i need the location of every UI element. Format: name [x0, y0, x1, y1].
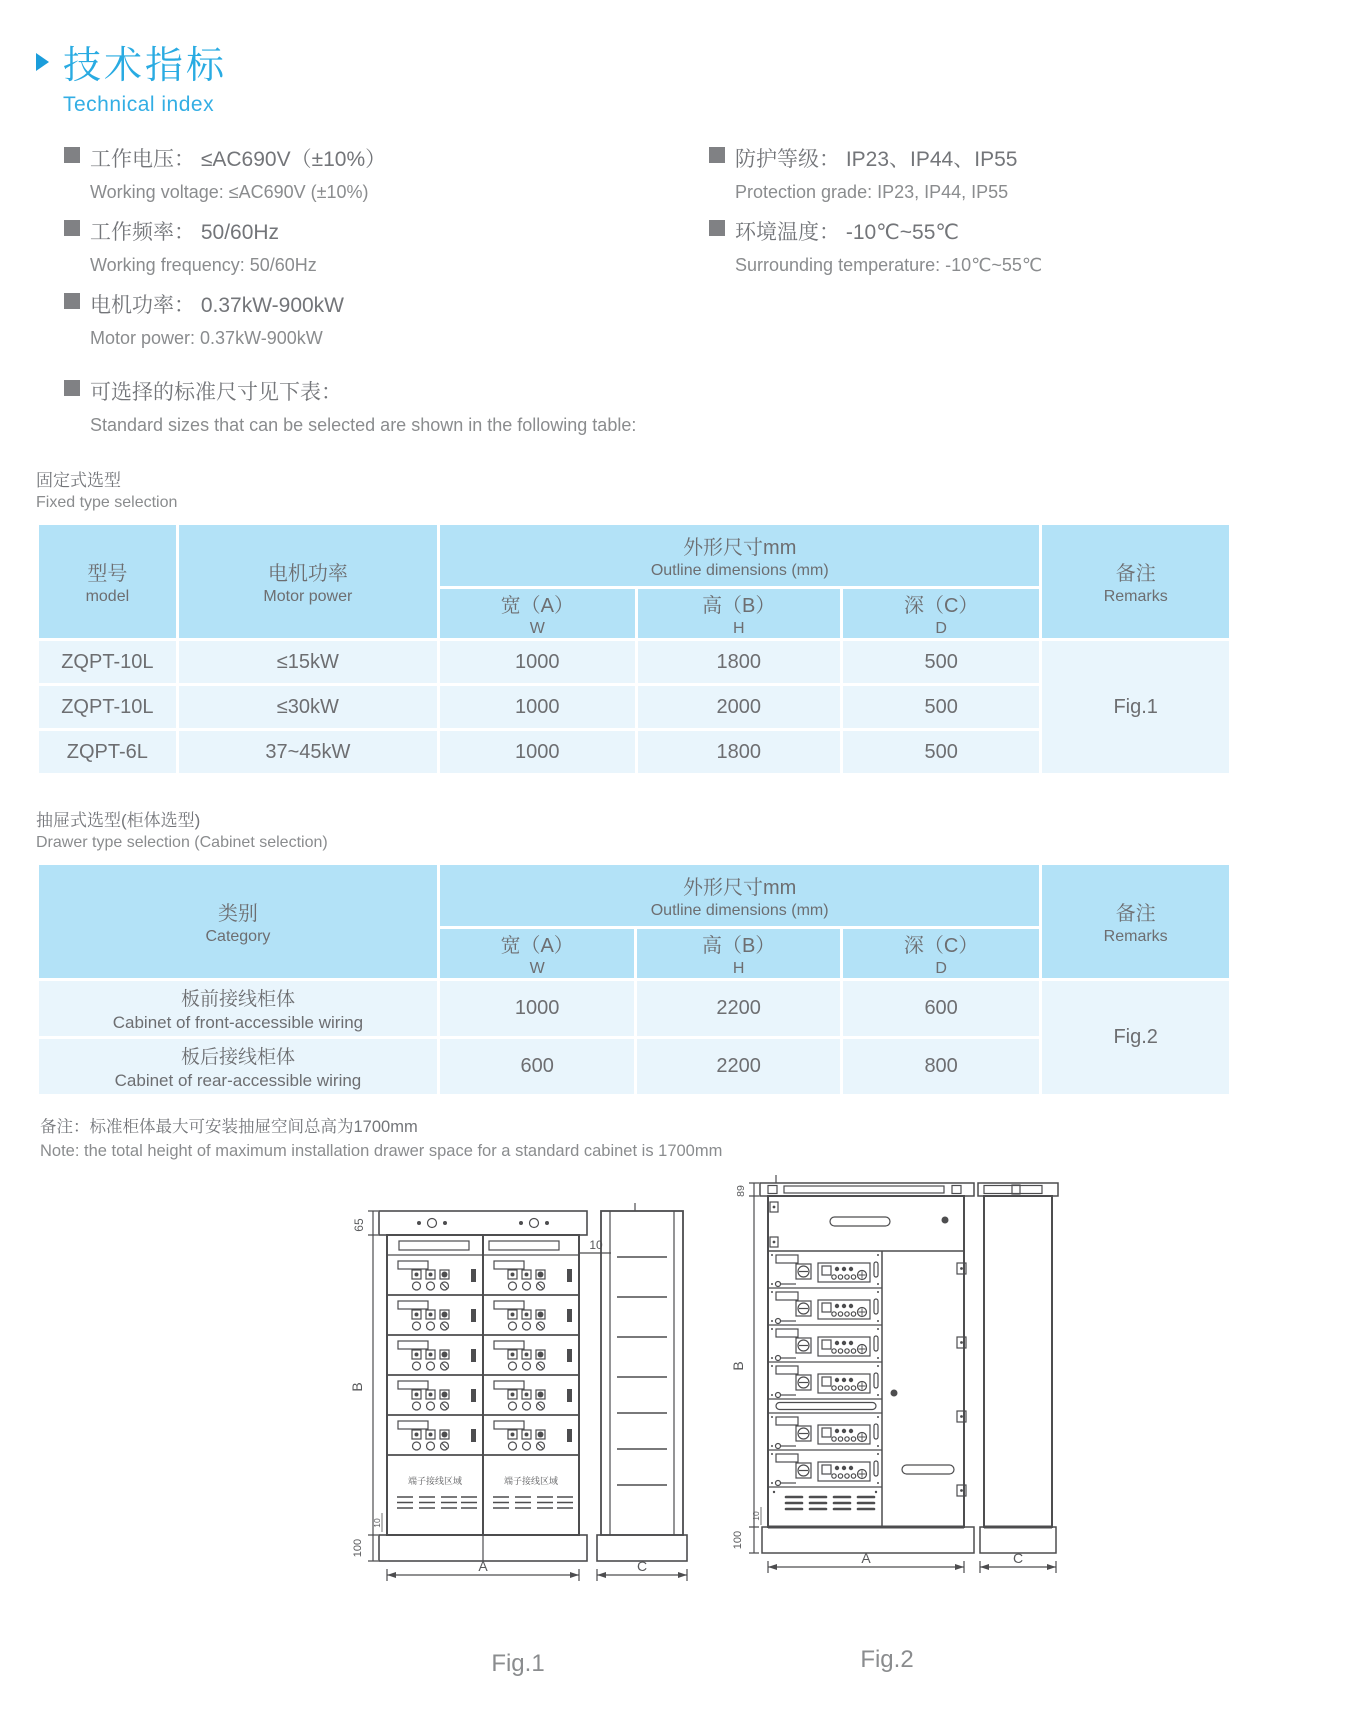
- header-zh: 宽（A）: [500, 935, 574, 957]
- spec-standard-sizes: [64, 376, 1357, 436]
- header-en: D: [935, 620, 947, 637]
- table-header-row: [38, 524, 1231, 588]
- header-en: Motor power: [263, 588, 353, 605]
- cell-width: 1000: [439, 640, 636, 685]
- terminal-area-label: 端子接线区域: [503, 1476, 559, 1486]
- spec-en-text: Working voltage: ≤AC690V (±10%): [90, 182, 369, 202]
- bullet-square-icon: [64, 293, 80, 309]
- header-outline-dimensions: [439, 524, 1041, 588]
- cell-height: 2000: [636, 685, 841, 730]
- section-label-zh: 抽屉式选型(柜体选型): [36, 811, 201, 830]
- spec-zh-text: 环境温度： -10℃~55℃: [735, 221, 959, 244]
- spec-protection-grade: [709, 143, 1357, 203]
- bullet-square-icon: [64, 147, 80, 163]
- bullet-square-icon: [709, 220, 725, 236]
- category-zh: 板前接线柜体: [180, 989, 295, 1010]
- header-width: [439, 588, 636, 640]
- header-en: W: [529, 620, 545, 637]
- table-row: [38, 640, 1231, 685]
- header-en: Category: [205, 928, 271, 945]
- fig2-caption: Fig.2: [860, 1646, 914, 1673]
- category-en: Cabinet of rear-accessible wiring: [114, 1071, 362, 1090]
- bullet-square-icon: [709, 147, 725, 163]
- header-zh: 高（B）: [701, 935, 776, 957]
- cell-width: 600: [438, 1038, 636, 1096]
- spec-surrounding-temperature: [709, 216, 1357, 276]
- header-zh: 电机功率: [267, 563, 348, 585]
- spec-zh-text: 防护等级： IP23、IP44、IP55: [735, 148, 1018, 171]
- fixed-type-table: [36, 522, 1232, 776]
- section-label-en: Fixed type selection: [36, 494, 178, 511]
- spec-column-left: [64, 143, 709, 362]
- header-remarks: [1041, 524, 1231, 640]
- cell-category: [38, 980, 439, 1038]
- section-label-en: Drawer type selection (Cabinet selection): [36, 834, 328, 851]
- figures-area: [0, 1169, 1357, 1714]
- fig2-cabinet-drawing: [712, 1169, 1062, 1639]
- table-header-row: [38, 864, 1231, 928]
- fig1-dim-10-small: 10: [372, 1518, 382, 1528]
- header-zh: 外形尺寸mm: [682, 877, 797, 899]
- cell-remark: Fig.1: [1041, 640, 1231, 775]
- cell-depth: 500: [841, 685, 1040, 730]
- header-zh: 宽（A）: [500, 595, 574, 617]
- header-width: [438, 928, 636, 980]
- fig2-dim-B: B: [730, 1361, 746, 1371]
- cell-category: [38, 1038, 439, 1096]
- header-en: D: [935, 960, 947, 977]
- header-zh: 备注: [1115, 563, 1156, 585]
- header-zh: 外形尺寸mm: [683, 537, 797, 559]
- spec-en-text: Motor power: 0.37kW-900kW: [90, 328, 323, 348]
- cell-height: 2200: [636, 1038, 841, 1096]
- spec-working-frequency: [64, 216, 709, 276]
- note-zh: 备注：标准柜体最大可安装抽屉空间总高为1700mm: [40, 1118, 418, 1136]
- spec-column-right: [709, 143, 1357, 362]
- table-note: [40, 1113, 1357, 1161]
- spec-zh-text: 可选择的标准尺寸见下表：: [90, 381, 342, 404]
- header-en: Outline dimensions (mm): [650, 562, 829, 579]
- cell-depth: 800: [841, 1038, 1041, 1096]
- cell-model: ZQPT-6L: [38, 730, 178, 775]
- header-zh: 深（C）: [903, 595, 979, 617]
- fig2-dim-89: 89: [735, 1185, 747, 1197]
- spec-zh-text: 工作电压： ≤AC690V（±10%）: [90, 148, 387, 171]
- spec-en-text: Surrounding temperature: -10℃~55℃: [735, 255, 1043, 275]
- spec-working-voltage: [64, 143, 709, 203]
- fig1-dim-A: A: [478, 1558, 488, 1574]
- header-en: H: [732, 620, 745, 637]
- header-depth: [841, 588, 1040, 640]
- cell-power: ≤30kW: [177, 685, 438, 730]
- fig1-dim-B: B: [349, 1382, 365, 1392]
- header-height: [636, 588, 841, 640]
- page-subtitle: Technical index: [63, 93, 215, 116]
- fig2-dim-10-small: 10: [751, 1511, 761, 1521]
- fig1-drawing: [333, 1191, 703, 1678]
- section-arrow-icon: [36, 53, 49, 71]
- header-en: Remarks: [1103, 928, 1168, 945]
- cell-height: 2200: [636, 980, 841, 1038]
- cell-width: 1000: [438, 980, 636, 1038]
- category-zh: 板后接线柜体: [180, 1047, 295, 1068]
- header-depth: [841, 928, 1041, 980]
- cell-depth: 500: [841, 640, 1040, 685]
- header-zh: 高（B）: [702, 595, 776, 617]
- spec-motor-power: [64, 289, 709, 349]
- header-zh: 深（C）: [903, 935, 979, 957]
- terminal-area-label: 端子接线区域: [407, 1476, 463, 1486]
- header-en: W: [529, 960, 545, 977]
- spec-zh-text: 电机功率： 0.37kW-900kW: [90, 294, 344, 317]
- spec-zh-text: 工作频率： 50/60Hz: [90, 221, 280, 244]
- fig1-caption: Fig.1: [491, 1650, 545, 1677]
- fig1-dim-65: 65: [352, 1218, 366, 1232]
- cell-remark: Fig.2: [1041, 980, 1231, 1096]
- header-en: H: [732, 960, 745, 977]
- cell-width: 1000: [439, 730, 636, 775]
- fig1-dim-10: 10: [589, 1238, 603, 1252]
- fig1-dim-100: 100: [352, 1538, 364, 1558]
- cell-model: ZQPT-10L: [38, 640, 178, 685]
- note-en: Note: the total height of maximum installation drawer space for a standard cabinet is 1700mm: [40, 1142, 723, 1160]
- fig2-dim-C: C: [1012, 1550, 1024, 1566]
- header-zh: 备注: [1115, 903, 1156, 925]
- header-en: Remarks: [1103, 588, 1168, 605]
- header-motor-power: [177, 524, 438, 640]
- cell-height: 1800: [636, 730, 841, 775]
- section-label-zh: 固定式选型: [36, 471, 121, 490]
- cell-model: ZQPT-10L: [38, 685, 178, 730]
- cell-width: 1000: [439, 685, 636, 730]
- fig2-dim-A: A: [861, 1550, 871, 1566]
- spec-en-text: Protection grade: IP23, IP44, IP55: [735, 182, 1009, 202]
- header-height: [636, 928, 841, 980]
- fig2-dim-100: 100: [732, 1530, 744, 1550]
- category-en: Cabinet of front-accessible wiring: [112, 1013, 364, 1032]
- header-remarks: [1041, 864, 1231, 980]
- cell-height: 1800: [636, 640, 841, 685]
- header-zh: 类别: [217, 903, 258, 925]
- header-zh: 型号: [87, 563, 128, 585]
- header-en: Outline dimensions (mm): [650, 902, 829, 919]
- spec-en-text: Standard sizes that can be selected are shown in the following table:: [90, 415, 637, 435]
- fig1-cabinet-drawing: [333, 1191, 703, 1643]
- header-en: model: [85, 588, 130, 605]
- fig1-dim-C: C: [636, 1558, 648, 1574]
- cell-depth: 500: [841, 730, 1040, 775]
- cell-power: ≤15kW: [177, 640, 438, 685]
- page-title: 技术指标: [63, 45, 228, 87]
- spec-en-text: Working frequency: 50/60Hz: [90, 255, 317, 275]
- bullet-square-icon: [64, 380, 80, 396]
- header-category: [38, 864, 439, 980]
- drawer-type-section-label: [36, 806, 1357, 852]
- page-header: [0, 0, 1357, 117]
- fixed-type-section-label: [36, 466, 1357, 512]
- cell-power: 37~45kW: [177, 730, 438, 775]
- header-outline-dimensions: [438, 864, 1040, 928]
- fig2-drawing: [712, 1169, 1062, 1674]
- cell-depth: 600: [841, 980, 1041, 1038]
- bullet-square-icon: [64, 220, 80, 236]
- header-model: [38, 524, 178, 640]
- table-row: [38, 980, 1231, 1038]
- spec-list: [64, 143, 1357, 362]
- drawer-type-table: [36, 862, 1232, 1097]
